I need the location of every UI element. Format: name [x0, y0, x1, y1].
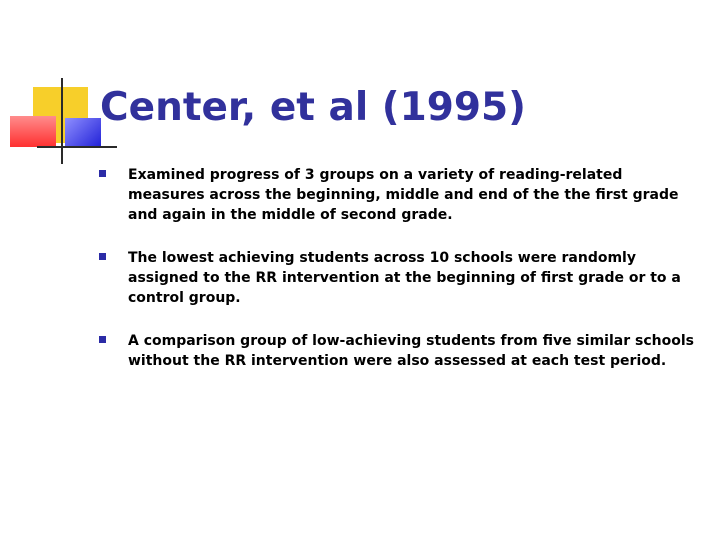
bullet-list: [96, 165, 702, 394]
decorative-vertical-line: [61, 78, 63, 164]
bullet-item: [96, 331, 702, 371]
bullet-item: [96, 165, 702, 225]
decorative-blue-rectangle: [65, 118, 101, 146]
bullet-text: A comparison group of low-achieving students from five similar schools without the RR intervention were also assessed at each test period.: [128, 333, 694, 369]
decorative-horizontal-line: [37, 146, 117, 148]
square-bullet-icon: [99, 170, 106, 177]
slide-title: Center, et al (1995): [100, 85, 526, 130]
square-bullet-icon: [99, 253, 106, 260]
decorative-red-rectangle: [10, 116, 56, 147]
bullet-text: The lowest achieving students across 10 schools were randomly assigned to the RR intervention at the beginning of first grade or to a control group.: [128, 250, 681, 306]
bullet-text: Examined progress of 3 groups on a variety of reading-related measures across the beginning, middle and end of the the first grade and again in the middle of second grade.: [128, 167, 679, 223]
bullet-item: [96, 248, 702, 308]
square-bullet-icon: [99, 336, 106, 343]
